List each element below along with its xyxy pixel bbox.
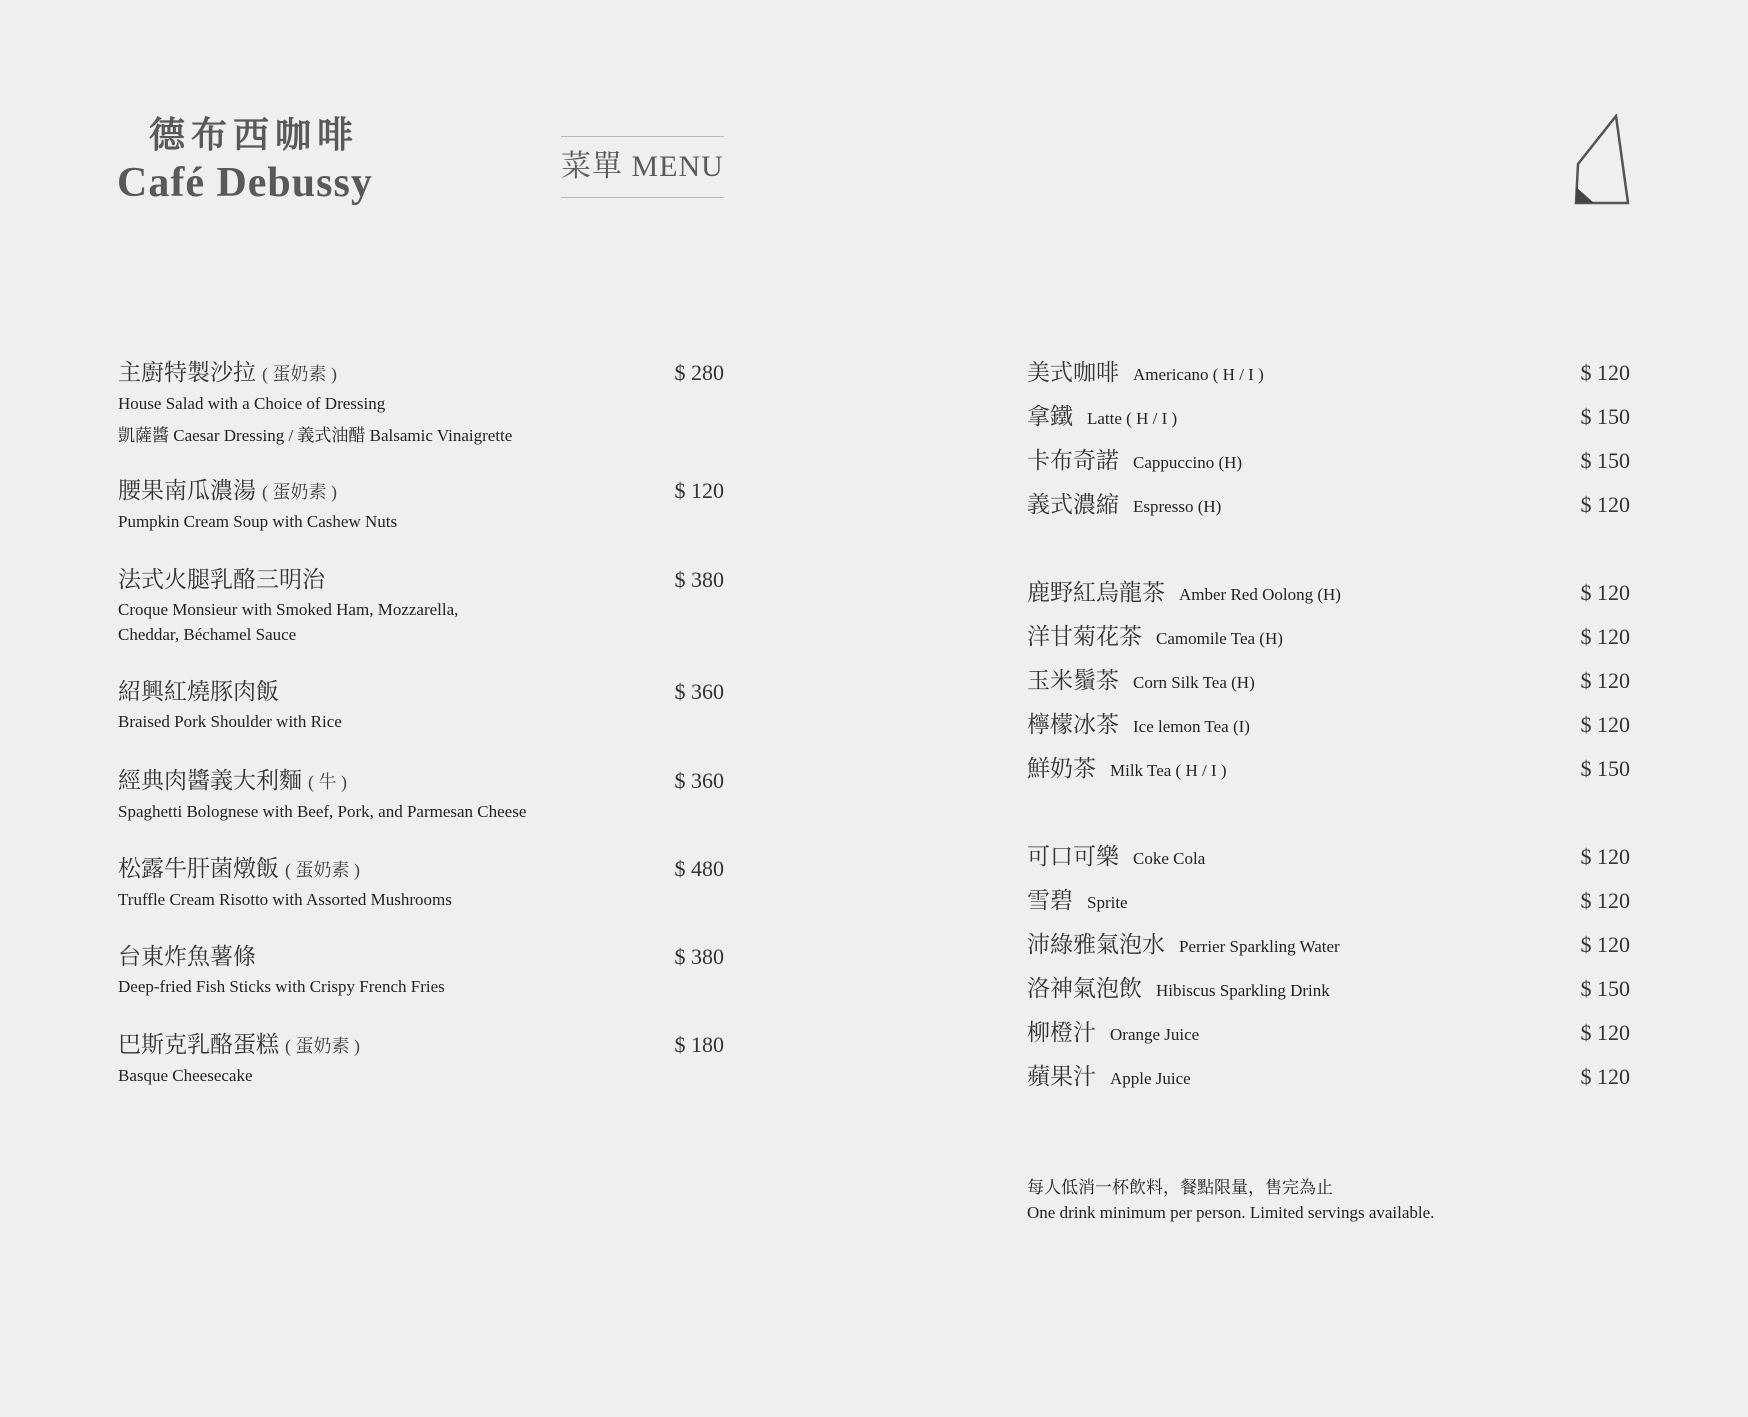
drink-price: $ 120 <box>1580 932 1630 957</box>
drink-item <box>1027 620 1630 664</box>
drink-price: $ 120 <box>1580 624 1630 649</box>
drink-name-en: Amber Red Oolong (H) <box>1179 585 1341 604</box>
drinks-menu <box>1027 356 1630 1104</box>
dish-name-en: House Salad with a Choice of Dressing <box>118 394 386 413</box>
drink-name-zh: 沛綠雅氣泡水 <box>1027 932 1165 957</box>
menu-item <box>118 356 724 474</box>
dish-name-zh: 法式火腿乳酪三明治 <box>118 567 325 592</box>
drink-price: $ 150 <box>1580 976 1630 1001</box>
drink-name-en: Sprite <box>1087 893 1128 912</box>
drink-item <box>1027 444 1630 488</box>
drink-item <box>1027 884 1630 928</box>
dish-name-en-continued: Cheddar, Béchamel Sauce <box>118 625 297 644</box>
drink-item <box>1027 1060 1630 1104</box>
dish-name-zh: 腰果南瓜濃湯 <box>118 478 256 503</box>
note-zh: 每人低消一杯飲料，餐點限量，售完為止 <box>1027 1178 1333 1197</box>
menu-item <box>118 563 724 675</box>
drink-name-zh: 義式濃縮 <box>1027 492 1119 517</box>
minimum-order-note <box>1027 1175 1434 1225</box>
drink-name-zh: 洋甘菊花茶 <box>1027 624 1142 649</box>
menu-item <box>118 1028 724 1088</box>
food-menu <box>118 356 724 1088</box>
menu-item <box>118 764 724 852</box>
dish-name-zh: 經典肉醬義大利麵 <box>118 768 302 793</box>
dish-price: $ 380 <box>674 944 724 969</box>
menu-item <box>118 852 724 940</box>
dish-name-en: Spaghetti Bolognese with Beef, Pork, and Parmesan Cheese <box>118 802 527 821</box>
dish-price: $ 120 <box>674 478 724 503</box>
drink-price: $ 120 <box>1580 1020 1630 1045</box>
dish-name-zh: 松露牛肝菌燉飯 <box>118 856 279 881</box>
drink-name-en: Milk Tea ( H / I ) <box>1110 761 1227 780</box>
drink-name-en: Cappuccino (H) <box>1133 453 1243 472</box>
drink-name-en: Corn Silk Tea (H) <box>1133 673 1255 692</box>
drink-name-en: Perrier Sparkling Water <box>1179 937 1340 956</box>
drink-price: $ 150 <box>1580 404 1630 429</box>
drink-item <box>1027 356 1630 400</box>
coffee-section <box>1027 356 1630 532</box>
brand <box>117 112 373 208</box>
drink-price: $ 120 <box>1580 668 1630 693</box>
drink-price: $ 150 <box>1580 448 1630 473</box>
drink-name-zh: 美式咖啡 <box>1027 360 1119 385</box>
drink-price: $ 120 <box>1580 712 1630 737</box>
drink-item <box>1027 400 1630 444</box>
drink-item <box>1027 840 1630 884</box>
drink-name-en: Ice lemon Tea (I) <box>1133 717 1250 736</box>
drink-name-zh: 鹿野紅烏龍茶 <box>1027 580 1165 605</box>
drink-name-en: Orange Juice <box>1110 1025 1200 1044</box>
drink-item <box>1027 928 1630 972</box>
dish-note: ( 蛋奶素 ) <box>262 482 337 502</box>
drink-price: $ 120 <box>1580 360 1630 385</box>
drink-item <box>1027 488 1630 532</box>
brand-name-en: Café Debussy <box>117 160 373 206</box>
dish-name-en: Truffle Cream Risotto with Assorted Mushrooms <box>118 890 452 909</box>
dish-note: ( 蛋奶素 ) <box>262 364 337 384</box>
dish-name-en: Pumpkin Cream Soup with Cashew Nuts <box>118 512 398 531</box>
dish-name-zh: 主廚特製沙拉 <box>118 360 256 385</box>
menu-title: 菜單 MENU <box>561 136 724 198</box>
dish-name-en: Deep-fried Fish Sticks with Crispy French Fries <box>118 977 445 996</box>
dish-note: ( 牛 ) <box>308 772 347 792</box>
drink-item <box>1027 752 1630 796</box>
dish-price: $ 360 <box>674 679 724 704</box>
drink-name-zh: 蘋果汁 <box>1027 1064 1096 1089</box>
logo-icon <box>1574 114 1630 211</box>
menu-item <box>118 940 724 1028</box>
drink-name-zh: 可口可樂 <box>1027 844 1119 869</box>
soft-drinks-section <box>1027 840 1630 1104</box>
dish-price: $ 280 <box>674 360 724 385</box>
dish-name-en: Basque Cheesecake <box>118 1066 253 1085</box>
dish-name-zh: 台東炸魚薯條 <box>118 944 256 969</box>
dish-price: $ 380 <box>674 567 724 592</box>
drink-name-zh: 洛神氣泡飲 <box>1027 976 1142 1001</box>
drink-name-zh: 柳橙汁 <box>1027 1020 1096 1045</box>
drink-name-en: Camomile Tea (H) <box>1156 629 1283 648</box>
drink-name-zh: 卡布奇諾 <box>1027 448 1119 473</box>
menu-item <box>118 675 724 764</box>
drink-name-en: Americano ( H / I ) <box>1133 365 1264 384</box>
drink-name-en: Coke Cola <box>1133 849 1206 868</box>
drink-price: $ 120 <box>1580 844 1630 869</box>
drink-name-en: Latte ( H / I ) <box>1087 409 1178 428</box>
brand-name-zh: 德布西咖啡 <box>149 115 360 155</box>
drink-name-en: Apple Juice <box>1110 1069 1191 1088</box>
drink-item <box>1027 708 1630 752</box>
drink-name-zh: 檸檬冰茶 <box>1027 712 1119 737</box>
drink-item <box>1027 1016 1630 1060</box>
drink-name-zh: 玉米鬚茶 <box>1027 668 1119 693</box>
dish-price: $ 360 <box>674 768 724 793</box>
dish-note: ( 蛋奶素 ) <box>285 860 360 880</box>
drink-price: $ 120 <box>1580 888 1630 913</box>
drink-name-en: Espresso (H) <box>1133 497 1222 516</box>
dish-price: $ 480 <box>674 856 724 881</box>
dish-note: ( 蛋奶素 ) <box>285 1036 360 1056</box>
drink-price: $ 120 <box>1580 580 1630 605</box>
drink-item <box>1027 664 1630 708</box>
drink-name-zh: 鮮奶茶 <box>1027 756 1096 781</box>
drink-name-zh: 雪碧 <box>1027 888 1073 913</box>
drink-name-zh: 拿鐵 <box>1027 404 1073 429</box>
dish-price: $ 180 <box>674 1032 724 1057</box>
dish-name-en: Braised Pork Shoulder with Rice <box>118 712 342 731</box>
menu-item <box>118 474 724 563</box>
note-en: One drink minimum per person. Limited servings available. <box>1027 1203 1435 1222</box>
dish-name-zh: 紹興紅燒豚肉飯 <box>118 679 279 704</box>
drink-item <box>1027 576 1630 620</box>
dish-name-en: Croque Monsieur with Smoked Ham, Mozzarella, <box>118 600 459 619</box>
dish-name-zh: 巴斯克乳酪蛋糕 <box>118 1032 279 1057</box>
drink-price: $ 120 <box>1580 1064 1630 1089</box>
drink-item <box>1027 972 1630 1016</box>
drink-price: $ 150 <box>1580 756 1630 781</box>
drink-name-en: Hibiscus Sparkling Drink <box>1156 981 1330 1000</box>
dish-dressing-options: 凱薩醬 Caesar Dressing / 義式油醋 Balsamic Vinaigrette <box>118 426 513 445</box>
drink-price: $ 120 <box>1580 492 1630 517</box>
tea-section <box>1027 576 1630 796</box>
